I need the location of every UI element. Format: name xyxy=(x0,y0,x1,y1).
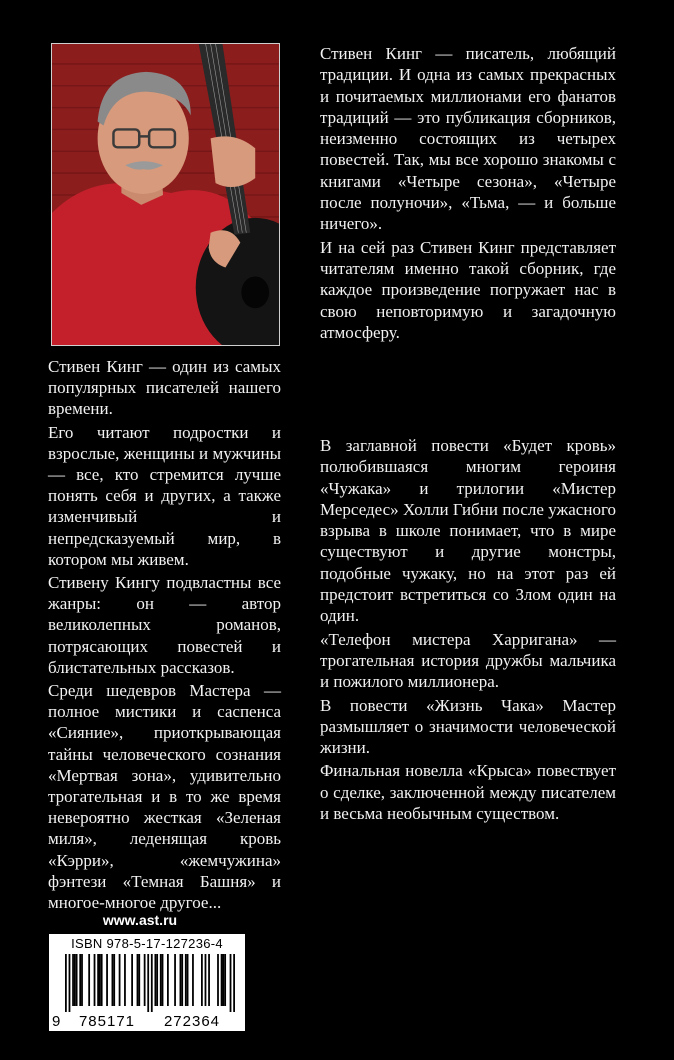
caption-paragraph-1: Стивен Кинг — один из самых популярных писателей нашего времени. xyxy=(48,357,281,419)
barcode-bar xyxy=(222,954,224,1006)
barcode-bar xyxy=(137,954,139,1006)
barcode-bar xyxy=(74,954,76,1006)
stories-paragraph-4: Финальная новелла «Крыса» повествует о сделке, заключенной между писателем и весьма необычным существом. xyxy=(320,761,616,824)
stories-text xyxy=(320,435,616,826)
author-caption xyxy=(48,356,281,915)
barcode-bar xyxy=(187,954,189,1006)
barcode-bar xyxy=(101,954,103,1006)
ean-first-digit: 9 xyxy=(52,1013,61,1030)
barcode-bar xyxy=(131,954,133,1006)
caption-paragraph-3: Стивену Кингу подвластны все жанры: он — автор великолепных романов, потрясающих повестей и блистательных рассказов. xyxy=(48,573,281,677)
barcode-bar xyxy=(147,954,149,1012)
barcode-bar xyxy=(69,954,71,1012)
barcode-bar xyxy=(124,954,126,1006)
intro-paragraph-1: Стивен Кинг — писатель, любящий традиции. И одна из самых прекрасных и почитаемых миллионами его фанатов традиций — это публикация сборников, неизменно состоящих из четырех повестей. Так, мы все хорошо знакомы с книгами «Четыре сезона», «Четыре после полуночи», «Тьма, — и больше ничего». xyxy=(320,44,616,234)
barcode-bar xyxy=(205,954,207,1006)
barcode-bar xyxy=(88,954,90,1006)
barcode-bar xyxy=(79,954,81,1006)
barcode-bar xyxy=(180,954,182,1006)
barcode-bar xyxy=(230,954,232,1012)
barcode-bar xyxy=(217,954,219,1006)
barcode-bar xyxy=(162,954,164,1006)
barcode-bar xyxy=(154,954,156,1006)
caption-paragraph-4: Среди шедевров Мастера — полное мистики и саспенса «Сияние», приоткрывающая тайны человеческого сознания «Мертвая зона», удивительно трогательная и в то же время невероятно жесткая «Зеленая миля», леденящая кровь «Кэрри», «жемчужина» фэнтези «Темная Башня» и многое-многое другое... xyxy=(48,681,281,913)
author-photo xyxy=(51,43,280,346)
caption-paragraph-2: Его читают подростки и взрослые, женщины и мужчины — все, кто стремится лучше понять себя и других, а также изменчивый и непредсказуемый мир, в котором мы живем. xyxy=(48,422,281,569)
ean-left-digits: 785171 xyxy=(78,1013,136,1030)
publisher-website: www.ast.ru xyxy=(102,912,178,928)
barcode-bar xyxy=(221,954,223,1006)
author-portrait-image xyxy=(52,44,279,345)
barcode-bar xyxy=(233,954,235,1012)
barcode-bar xyxy=(174,954,176,1006)
barcode-bar xyxy=(81,954,83,1006)
barcode-bar xyxy=(113,954,115,1006)
barcode-bar xyxy=(72,954,74,1006)
barcode-bar xyxy=(97,954,99,1006)
barcode-bar xyxy=(112,954,114,1006)
barcode-bar xyxy=(201,954,203,1006)
barcode-bar xyxy=(151,954,153,1012)
barcode-bar xyxy=(181,954,183,1006)
barcode-bar xyxy=(192,954,194,1006)
barcode-bar xyxy=(144,954,146,1006)
barcode-bar xyxy=(208,954,210,1006)
barcode-bar xyxy=(167,954,169,1006)
stories-paragraph-2: «Телефон мистера Харригана» — трогательная история дружбы мальчика и пожилого миллионера. xyxy=(320,629,616,692)
barcode-bar xyxy=(156,954,158,1006)
isbn-label: ISBN 978-5-17-127236-4 xyxy=(71,936,223,951)
barcode-bar xyxy=(224,954,226,1006)
isbn-barcode xyxy=(49,934,245,1031)
intro-paragraph-2: И на сей раз Стивен Кинг представляет читателям именно такой сборник, где каждое произведение погружает нас в свою неповторимую и загадочную атмосферу. xyxy=(320,237,616,342)
barcode-bar xyxy=(65,954,67,1012)
barcode-bar xyxy=(94,954,96,1006)
ean-right-digits: 272364 xyxy=(163,1013,221,1030)
intro-text xyxy=(320,43,616,345)
barcode-bar xyxy=(138,954,140,1006)
stories-paragraph-3: В повести «Жизнь Чака» Мастер размышляет о значимости человеческой жизни. xyxy=(320,695,616,758)
barcode-bar xyxy=(106,954,108,1006)
barcode-bar xyxy=(99,954,101,1006)
barcode-bars xyxy=(65,954,235,1012)
barcode-bar xyxy=(76,954,78,1006)
barcode-bar xyxy=(160,954,162,1006)
stories-paragraph-1: В заглавной повести «Будет кровь» полюбившаяся многим героиня «Чужака» и трилогии «Мистер Мерседес» Холли Гибни после ужасного взрыва в школе понимает, что в мире существуют и другие монстры, подобные чужаку, но на этот раз ей предстоит встретиться со Злом один на один. xyxy=(320,436,616,626)
barcode-bar xyxy=(185,954,187,1006)
barcode-bar xyxy=(119,954,121,1006)
